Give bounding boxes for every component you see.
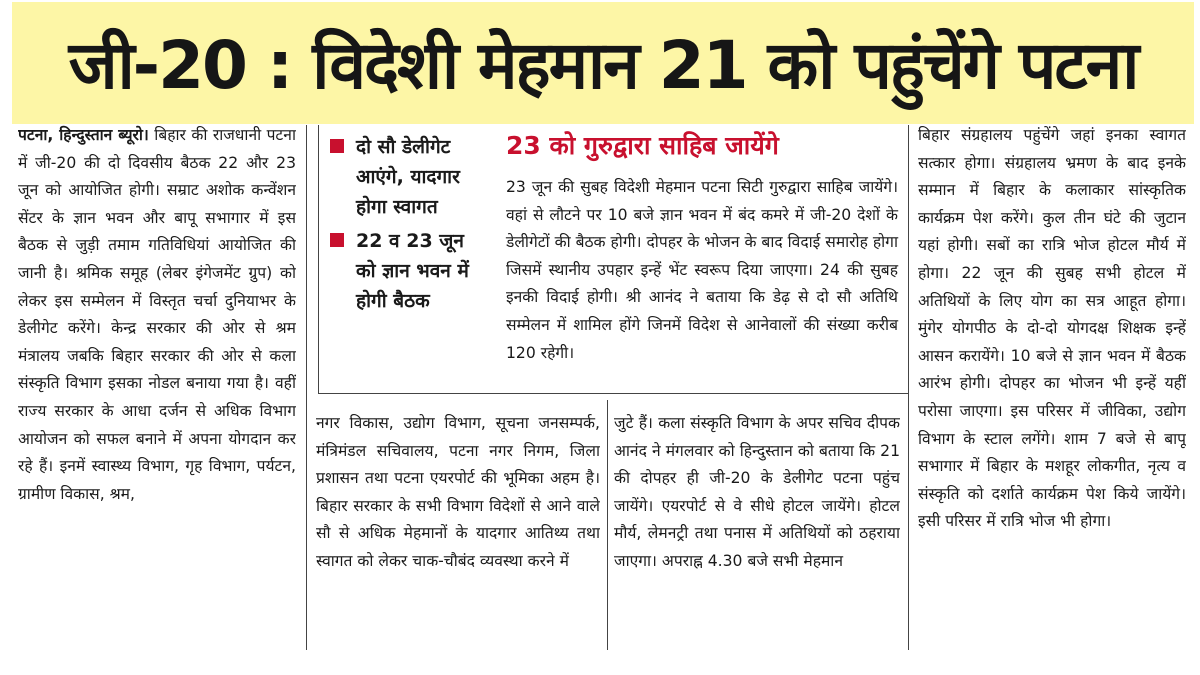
bullet-square-icon — [330, 233, 344, 247]
sidebar-body: 23 जून की सुबह विदेशी मेहमान पटना सिटी गुरुद्वारा साहिब जायेंगे। वहां से लौटने पर 10 बजे ज्ञान भवन में बंद कमरे में जी-20 देशों के डेलीगेटों की बैठक होगी। दोपहर के भोजन के बाद विदाई समारोह होगा जिसमें स्थानीय उपहार इन्हें भेंट स्वरूप दिया जाएगा। 24 की सुबह इनकी विदाई होगी। श्री आनंद ने बताया कि डेढ़ से दो सौ अतिथि सम्मेलन में शामिल होंगे जिनमें विदेश से आनेवालों की संख्या करीब 120 रहेगी। — [506, 178, 898, 362]
column-1-text: बिहार की राजधानी पटना में जी-20 की दो दिवसीय बैठक 22 और 23 जून को आयोजित होगी। सम्राट अशोक कन्वेंशन सेंटर के ज्ञान भवन और बापू सभागार में इस बैठक से जुड़ी तमाम गतिविधियां आयोजित की जानी है। श्रमिक समूह (लेबर इंगेजमेंट ग्रुप) को लेकर इस सम्मेलन में विस्तृत चर्चा दुनियाभर के डेलीगेट करेंगे। केन्द्र सरकार की ओर से श्रम मंत्रालय जबकि बिहार सरकार की ओर से कला संस्कृति विभाग इसका नोडल बनाया गया है। वहीं राज्य सरकार के आधा दर्जन से अधिक विभाग आयोजन को सफल बनाने में अपना योगदान कर रहे हैं। इनमें स्वास्थ्य विभाग, गृह विभाग, पर्यटन, ग्रामीण विकास, श्रम, — [18, 126, 296, 503]
column-divider — [306, 125, 307, 650]
highlights-box — [330, 132, 480, 320]
column-divider — [607, 400, 608, 650]
column-divider — [908, 125, 909, 650]
highlight-item — [330, 132, 480, 222]
highlight-item — [330, 226, 480, 316]
column-2b-text: जुटे हैं। कला संस्कृति विभाग के अपर सचिव दीपक आनंद ने मंगलवार को हिन्दुस्तान को बताया कि 21 की दोपहर ही जी-20 के डेलीगेट पटना पहुंच जायेंगे। एयरपोर्ट से वे सीधे होटल जायेंगे। होटल मौर्य, लेमनट्री तथा पनास में अतिथियों को ठहराया जाएगा। अपराह्न 4.30 बजे सभी मेहमान — [614, 414, 900, 570]
dateline: पटना, हिन्दुस्तान ब्यूरो। — [18, 126, 149, 144]
box-bottom-rule — [318, 393, 908, 394]
article-column-2a — [316, 410, 600, 650]
highlight-text: 22 व 23 जून को ज्ञान भवन में होगी बैठक — [356, 230, 469, 312]
column-2a-text: नगर विकास, उद्योग विभाग, सूचना जनसम्पर्क, मंत्रिमंडल सचिवालय, पटना नगर निगम, जिला प्रशासन तथा पटना एयरपोर्ट की भूमिका अहम है। बिहार सरकार के सभी विभाग विदेशों से आने वाले सौ से अधिक मेहमानों के यादगार आतिथ्य तथा स्वागत को लेकर चाक-चौबंद व्यवस्था करने में — [316, 414, 600, 570]
sidebar-title: 23 को गुरुद्वारा साहिब जायेंगे — [506, 131, 779, 160]
bullet-square-icon — [330, 139, 344, 153]
box-divider — [318, 125, 319, 393]
article-column-3 — [918, 122, 1186, 650]
article-column-1 — [18, 122, 296, 650]
highlight-text: दो सौ डेलीगेट आएंगे, यादगार होगा स्वागत — [356, 136, 460, 218]
headline: जी-20 : विदेशी मेहमान 21 को पहुंचेंगे पटना — [68, 27, 1138, 104]
column-3-text: बिहार संग्रहालय पहुंचेंगे जहां इनका स्वागत सत्कार होगा। संग्रहालय भ्रमण के बाद इनके सम्मान में बिहार के कलाकार सांस्कृतिक कार्यक्रम पेश करेंगे। कुल तीन घंटे की जुटान यहां होगी। सबों का रात्रि भोज होटल मौर्य में होगा। 22 जून की सुबह सभी होटल में अतिथियों के लिए योग का सत्र आहूत होगा। मुंगेर योगपीठ के दो-दो योगदक्ष शिक्षक इन्हें आसन करायेंगे। 10 बजे से ज्ञान भवन में बैठक आरंभ होगी। दोपहर का भोजन भी इन्हें यहीं परोसा जाएगा। इस परिसर में जीविका, उद्योग विभाग के स्टाल लगेंगे। शाम 7 बजे से बापू सभागार में बिहार के मशहूर लोकगीत, नृत्य व संस्कृति को दर्शाते कार्यक्रम पेश किये जायेंगे। इसी परिसर में रात्रि भोज भी होगा। — [918, 126, 1186, 531]
headline-banner — [12, 2, 1194, 124]
article-column-2b — [614, 410, 900, 650]
